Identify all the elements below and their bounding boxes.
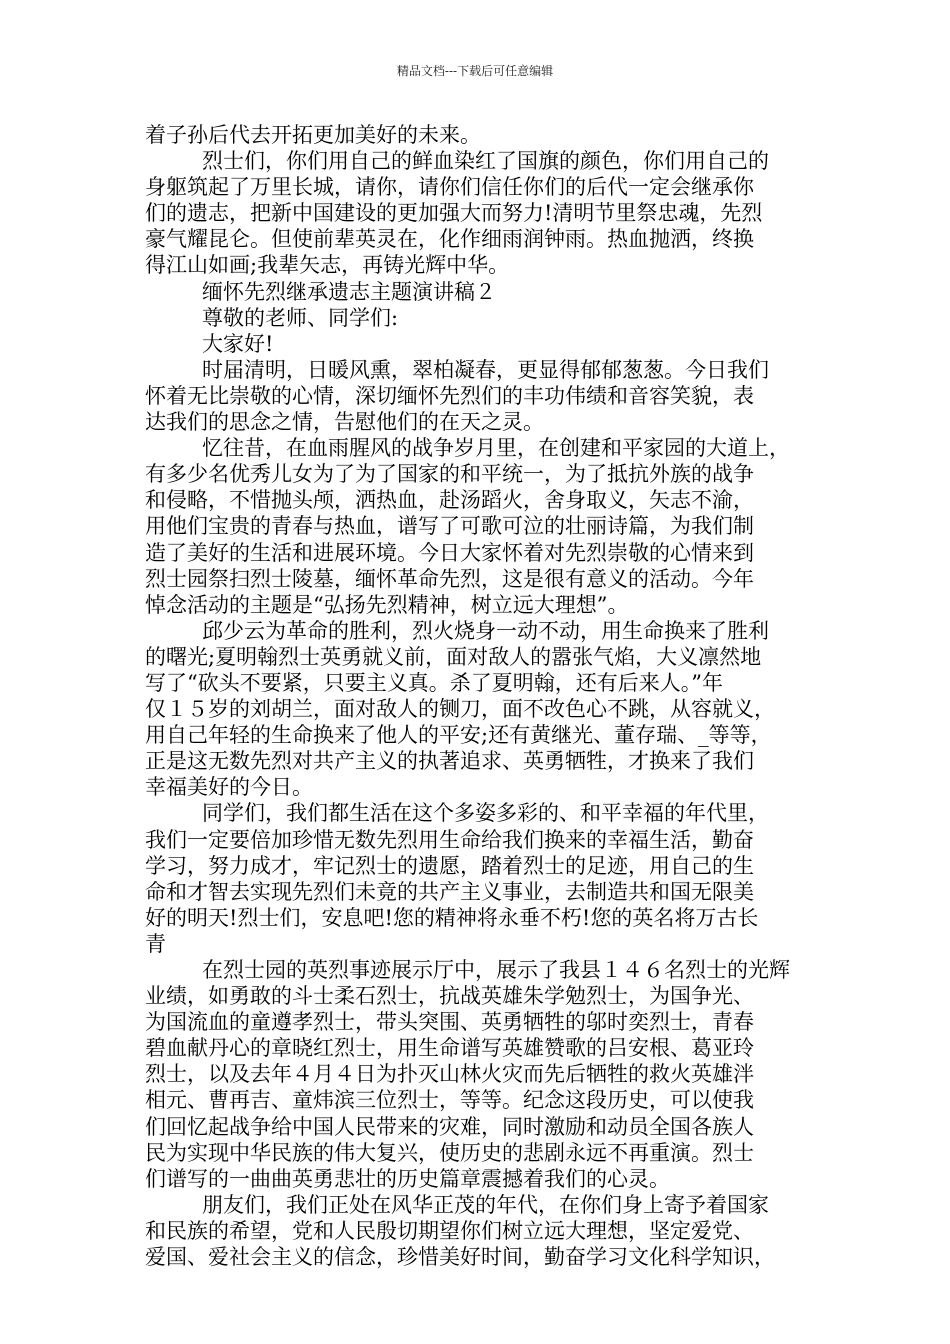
text-line: 命和才智去实现先烈们未竟的共产主义事业，去制造共和国无限美 (145, 879, 754, 904)
text-line: 幸福美好的今日。 (145, 775, 313, 800)
text-line: 烈士们，你们用自己的鲜血染红了国旗的颜色，你们用自己的 (202, 149, 769, 174)
text-line: 忆往昔，在血雨腥风的战争岁月里，在创建和平家园的大道上， (202, 436, 790, 461)
page-header: 精品文档---下载后可任意编辑 (396, 64, 554, 78)
text-line: 身躯筑起了万里长城，请你，请你们信任你们的后代一定会继承你 (145, 175, 754, 200)
text-line: 尊敬的老师、同学们: (202, 305, 399, 330)
text-line: 朋友们，我们正处在风华正茂的年代，在你们身上寄予着国家 (202, 1192, 769, 1217)
text-line: 造了美好的生活和进展环境。今日大家怀着对先烈崇敬的心情来到 (145, 540, 754, 565)
text-line: 有多少名优秀儿女为了为了国家的和平统一，为了抵抗外族的战争 (145, 462, 754, 487)
text-line: 豪气耀昆仑。但使前辈英灵在，化作细雨润钟雨。热血抛洒，终换 (145, 227, 754, 252)
text-line: 我们一定要倍加珍惜无数先烈用生命给我们换来的幸福生活，勤奋 (145, 827, 754, 852)
text-line: 达我们的思念之情，告慰他们的在天之灵。 (145, 410, 544, 435)
text-line: 缅怀先烈继承遗志主题演讲稿２ (202, 279, 496, 304)
text-line: 在烈士园的英烈事迹展示厅中，展示了我县１４６名烈士的光辉 (202, 958, 790, 982)
text-line: 写了“砍头不要紧，只要主义真。杀了夏明翰，还有后来人。”年 (145, 670, 723, 695)
text-line: 大家好! (202, 331, 274, 356)
text-line: 和侵略，不惜抛头颅，洒热血，赴汤蹈火，舍身取义，矢志不渝， (145, 488, 754, 513)
text-line: 学习，努力成才，牢记烈士的遗愿，踏着烈士的足迹，用自己的生 (145, 853, 754, 878)
text-line: 怀着无比崇敬的心情，深切缅怀先烈们的丰功伟绩和音容笑貌，表 (145, 383, 754, 408)
text-line: 用他们宝贵的青春与热血，谱写了可歌可泣的壮丽诗篇，为我们制 (145, 514, 754, 539)
text-line: 正是这无数先烈对共产主义的执著追求、英勇牺牲，才换来了我们 (145, 749, 754, 774)
text-line: 相元、曹再吉、童炜滨三位烈士，等等。纪念这段历史，可以使我 (145, 1088, 754, 1113)
text-line: 烈士，以及去年４月４日为扑灭山林火灾而先后牺牲的救火英雄泮 (145, 1062, 754, 1087)
text-line: 的曙光;夏明翰烈士英勇就义前，面对敌人的嚣张气焰，大义凛然地 (145, 644, 762, 669)
text-line: 用自己年轻的生命换来了他人的平安;还有黄继光、董存瑞、_等等， (145, 723, 772, 748)
text-line: 时届清明，日暖风熏，翠柏凝春，更显得郁郁葱葱。今日我们 (202, 357, 769, 382)
text-line: 爱国、爱社会主义的信念，珍惜美好时间，勤奋学习文化科学知识， (145, 1245, 775, 1270)
text-line: 好的明天!烈士们，安息吧!您的精神将永垂不朽!您的英名将万古长 (145, 905, 759, 930)
text-line: 仅１５岁的刘胡兰，面对敌人的铡刀，面不改色心不跳，从容就义， (145, 697, 775, 722)
text-line: 业绩，如勇敢的斗士柔石烈士，抗战英雄朱学勉烈士，为国争光、 (145, 984, 754, 1009)
text-line: 们的遗志，把新中国建设的更加强大而努力!清明节里祭忠魂，先烈 (145, 201, 763, 226)
text-line: 碧血献丹心的章晓红烈士，用生命谱写英雄赞歌的吕安根、葛亚玲 (145, 1036, 754, 1061)
text-line: 烈士园祭扫烈士陵墓，缅怀革命先烈，这是很有意义的活动。今年 (145, 566, 754, 591)
text-line: 们谱写的一曲曲英勇悲壮的历史篇章震撼着我们的心灵。 (145, 1166, 670, 1191)
text-line: 为国流血的童遵孝烈士，带头突围、英勇牺牲的邬时奕烈士，青春 (145, 1010, 754, 1035)
text-line: 得江山如画;我辈矢志，再铸光辉中华。 (145, 253, 510, 278)
text-line: 和民族的希望，党和人民殷切期望你们树立远大理想，坚定爱党、 (145, 1218, 754, 1243)
document-body (145, 122, 825, 1270)
text-line: 同学们，我们都生活在这个多姿多彩的、和平幸福的年代里， (202, 801, 769, 826)
text-line: 青 (145, 931, 166, 956)
text-line: 悼念活动的主题是“弘扬先烈精神，树立远大理想”。 (145, 592, 629, 617)
text-line: 们回忆起战争给中国人民带来的灾难，同时激励和动员全国各族人 (145, 1114, 754, 1139)
text-line: 着子孙后代去开拓更加美好的未来。 (145, 123, 481, 147)
text-line: 邱少云为革命的胜利，烈火烧身一动不动，用生命换来了胜利 (202, 618, 769, 643)
text-line: 民为实现中华民族的伟大复兴，使历史的悲剧永远不再重演。烈士 (145, 1140, 754, 1165)
